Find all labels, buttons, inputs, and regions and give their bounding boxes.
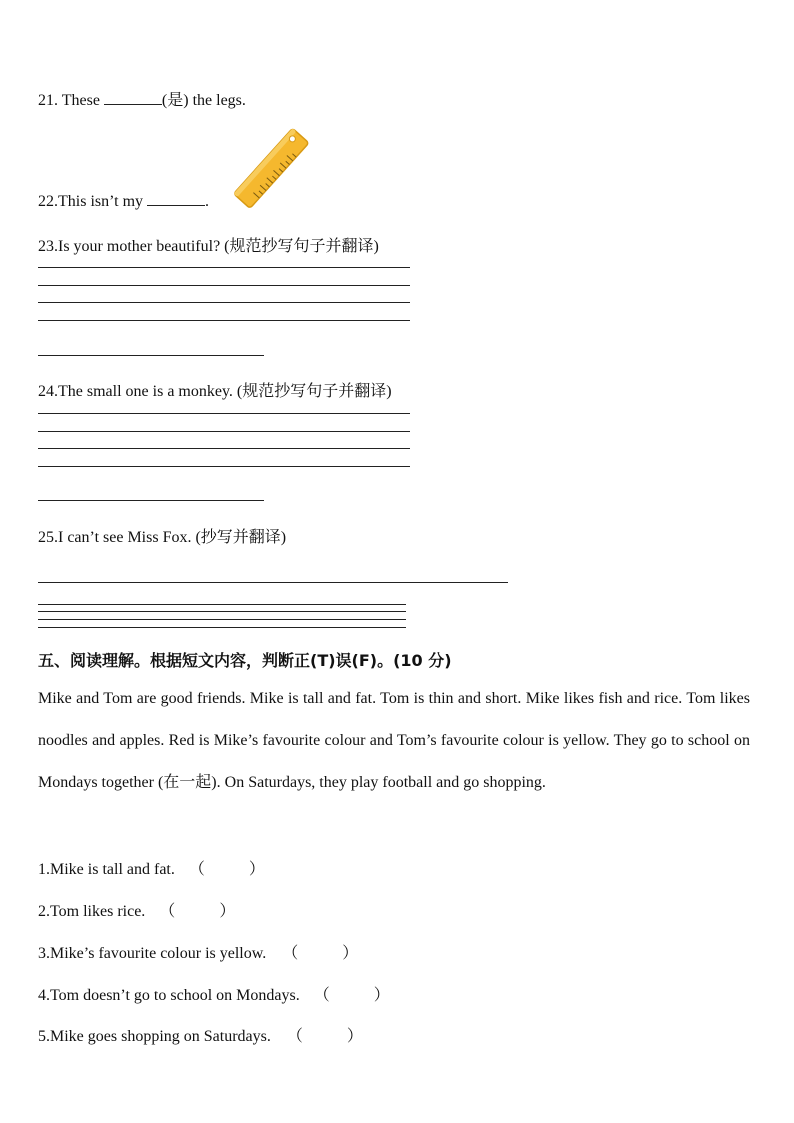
writing-line[interactable]	[38, 611, 406, 612]
question-22	[38, 191, 209, 211]
tf-answer-paren[interactable]: （ ）	[188, 861, 265, 878]
question-25: 25.I can’t see Miss Fox. (抄写并翻译)	[38, 529, 287, 546]
tf-item-text: 4.Tom doesn’t go to school on Mondays.	[38, 987, 300, 1004]
writing-line[interactable]	[38, 431, 410, 432]
tf-item-text: 3.Mike’s favourite colour is yellow.	[38, 945, 267, 962]
question-21-suffix: (是) the legs.	[161, 92, 246, 109]
question-22-prefix: 22.This isn’t my	[38, 193, 148, 210]
tf-item-text: 5.Mike goes shopping on Saturdays.	[38, 1028, 271, 1045]
question-21-prefix: 21. These	[38, 92, 104, 109]
tf-item-1	[38, 856, 265, 879]
question-24: 24.The small one is a monkey. (规范抄写句子并翻译)	[38, 383, 392, 400]
writing-line[interactable]	[38, 320, 410, 321]
writing-line[interactable]	[38, 466, 410, 467]
tf-item-5	[38, 1023, 363, 1046]
tf-answer-paren[interactable]: （ ）	[286, 1028, 363, 1045]
writing-line[interactable]	[38, 302, 410, 303]
tf-item-3	[38, 940, 358, 963]
ruler-icon	[232, 124, 312, 214]
writing-line[interactable]	[38, 448, 410, 449]
section-5-heading: 五、阅读理解。根据短文内容，判断正(T)误(F)。(10 分)	[38, 651, 452, 670]
question-22-suffix: .	[205, 193, 210, 210]
answer-blank-21[interactable]	[104, 90, 162, 105]
tf-answer-paren[interactable]: （ ）	[159, 903, 236, 920]
writing-line[interactable]	[38, 285, 410, 286]
tf-item-text: 1.Mike is tall and fat.	[38, 861, 175, 878]
answer-blank-22[interactable]	[147, 191, 205, 206]
tf-answer-paren[interactable]: （ ）	[313, 987, 390, 1004]
translation-line[interactable]	[38, 500, 264, 501]
tf-answer-paren[interactable]: （ ）	[282, 945, 359, 962]
writing-line[interactable]	[38, 604, 406, 605]
tf-item-2	[38, 898, 235, 921]
writing-line[interactable]	[38, 627, 406, 628]
question-23: 23.Is your mother beautiful? (规范抄写句子并翻译)	[38, 238, 379, 255]
translation-line[interactable]	[38, 582, 508, 583]
tf-item-4	[38, 982, 390, 1005]
writing-line[interactable]	[38, 413, 410, 414]
tf-item-text: 2.Tom likes rice.	[38, 903, 146, 920]
question-21	[38, 87, 246, 110]
reading-passage: Mike and Tom are good friends. Mike is tall and fat. Tom is thin and short. Mike likes fish and rice. Tom likes noodles and apples. Red is Mike’s favourite colour and Tom’s favourite colour is yellow. They go to school on Mondays together (在一起). On Saturdays, they play football and go shopping.	[38, 690, 750, 791]
translation-line[interactable]	[38, 355, 264, 356]
writing-line[interactable]	[38, 267, 410, 268]
writing-line[interactable]	[38, 619, 406, 620]
